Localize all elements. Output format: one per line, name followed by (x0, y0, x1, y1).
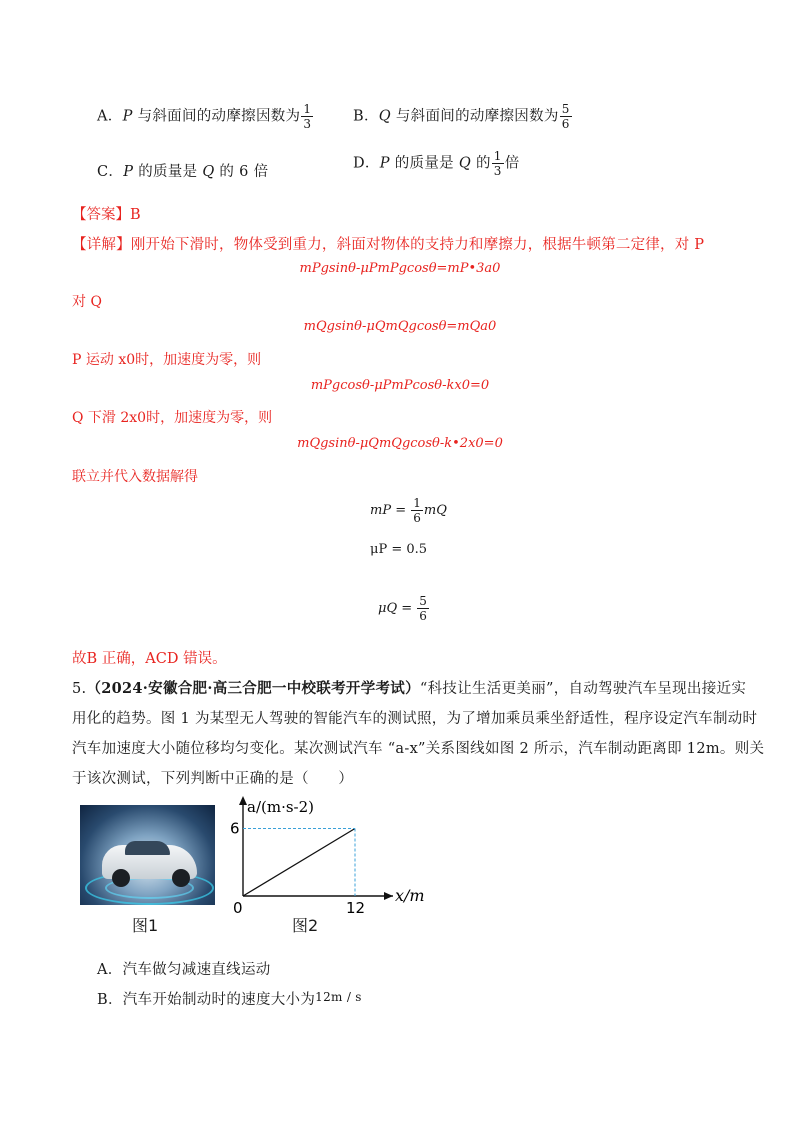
result-mu-q: μQ = $\frac{5}{6}$ (378, 594, 427, 623)
series-line (243, 829, 355, 897)
option-a: A．P 与斜面间的动摩擦因数为 $\frac{1}{3}$ (97, 102, 312, 131)
equation-3: mPgcosθ-μPmPcosθ-kx0=0 (310, 378, 490, 393)
question-5-line-3: 汽车加速度大小随位移均匀变化。某次测试汽车 “a-x”关系图线如图 2 所示，汽车制动距离即 12m。则关 (72, 741, 765, 757)
option-d: D．P 的质量是 Q 的 $\frac{1}{3}$ 倍 (353, 149, 520, 178)
figure-1-caption: 图1 (132, 916, 159, 935)
x-axis-arrow (384, 892, 393, 900)
result-mu-p: μP = 0.5 (370, 542, 428, 557)
explain-intro: 【详解】刚开始下滑时，物体受到重力，斜面对物体的支持力和摩擦力，根据牛顿第二定律，对 P (72, 237, 705, 253)
y-axis-arrow (239, 796, 247, 805)
answer-line: 【答案】B (72, 207, 141, 223)
option-c: C．P 的质量是 Q 的 6 倍 (97, 164, 269, 180)
q5-option-a: A．汽车做匀减速直线运动 (97, 962, 271, 978)
x-tick-label-12: 12 (346, 899, 366, 917)
figure-2-caption: 图2 (292, 916, 319, 935)
question-5-line-4: 于该次测试，下列判断中正确的是（ ） (72, 771, 354, 787)
car-wheel-front (112, 869, 130, 887)
solve-text: 联立并代入数据解得 (72, 469, 198, 485)
result-mass: mP = $\frac{1}{6}$ mQ (370, 496, 447, 525)
equation-1: mPgsinθ-μPmPgcosθ=mP•3a0 (299, 261, 501, 276)
car-window (125, 841, 170, 855)
question-5-line-2: 用化的趋势。图 1 为某型无人驾驶的智能汽车的测试照，为了增加乘员乘坐舒适性，程序设定汽车制动时 (72, 711, 758, 727)
x-axis-label: x/m (395, 886, 425, 905)
q5-option-b: B．汽车开始制动时的速度大小为$^{12m / s}$ (97, 990, 362, 1008)
equation-2: mQgsinθ-μQmQgcosθ=mQa0 (303, 319, 497, 334)
y-tick-label-6: 6 (230, 819, 240, 838)
y-axis-label: a/(m·s-2) (247, 798, 315, 816)
p-move-text: P 运动 x0时，加速度为零，则 (72, 352, 262, 368)
q-move-text: Q 下滑 2x0时，加速度为零，则 (72, 410, 273, 426)
equation-4: mQgsinθ-μQmQgcosθ-k•2x0=0 (297, 436, 503, 451)
question-5-line-1: 5.（2024·安徽合肥·高三合肥一中校联考开学考试）“科技让生活更美丽”，自动驾驶汽车呈现出接近实 (72, 680, 747, 697)
x-tick-label-0: 0 (233, 899, 243, 917)
car-wheel-rear (172, 869, 190, 887)
car-photo (80, 805, 215, 905)
conclusion: 故B 正确，ACD 错误。 (72, 651, 227, 667)
a-x-chart (225, 795, 425, 920)
option-b: B．Q 与斜面间的动摩擦因数为 $\frac{5}{6}$ (353, 102, 570, 131)
for-q-label: 对 Q (72, 294, 102, 310)
